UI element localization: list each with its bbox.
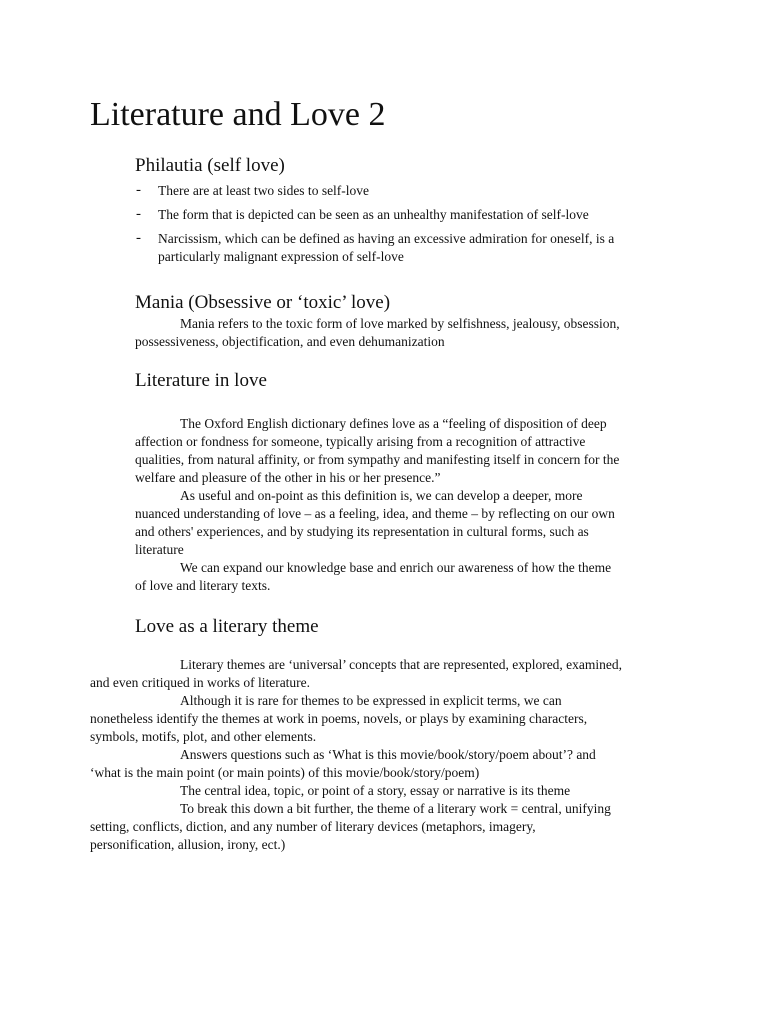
paragraph-line: The Oxford English dictionary defines love as a “feeling of disposition of deep [180, 416, 607, 431]
paragraph-line: possessiveness, objectification, and even dehumanization [135, 334, 445, 349]
paragraph-line: personification, allusion, irony, ect.) [90, 837, 286, 852]
paragraph-line: affection or fondness for someone, typically arising from a recognition of attractive [135, 434, 586, 449]
document-title: Literature and Love 2 [90, 96, 386, 133]
paragraph-line: of love and literary texts. [135, 578, 271, 593]
bullet-marker: - [136, 206, 141, 222]
paragraph-line: literature [135, 542, 184, 557]
paragraph-line: ‘what is the main point (or main points) of this movie/book/story/poem) [90, 765, 480, 780]
paragraph-line: Mania refers to the toxic form of love marked by selfishness, jealousy, obsession, [180, 316, 620, 331]
bullet-text: There are at least two sides to self-love [158, 183, 370, 198]
paragraph-line: As useful and on-point as this definition is, we can develop a deeper, more [180, 488, 583, 503]
paragraph-line: and even critiqued in works of literature. [90, 675, 311, 690]
paragraph-line: To break this down a bit further, the theme of a literary work = central, unifying [180, 801, 611, 816]
paragraph-line: nuanced understanding of love – as a feeling, idea, and theme – by reflecting on our own [135, 506, 615, 521]
paragraph-line: qualities, from natural affinity, or from sympathy and manifesting itself in concern for the [135, 452, 620, 467]
bullet-text: particularly malignant expression of self-love [158, 249, 404, 264]
heading-love-as-literary-theme: Love as a literary theme [135, 616, 319, 637]
paragraph-line: and others' experiences, and by studying its representation in cultural forms, such as [135, 524, 589, 539]
bullet-text: The form that is depicted can be seen as an unhealthy manifestation of self-love [158, 207, 589, 222]
paragraph-line: We can expand our knowledge base and enrich our awareness of how the theme [180, 560, 612, 575]
bullet-text: Narcissism, which can be defined as having an excessive admiration for oneself, is a [158, 231, 615, 246]
bullet-marker: - [136, 230, 141, 246]
paragraph-line: Literary themes are ‘universal’ concepts that are represented, explored, examined, [180, 657, 623, 672]
heading-philautia: Philautia (self love) [135, 155, 285, 176]
paragraph-line: welfare and pleasure of the other in his or her presence.” [135, 470, 441, 485]
paragraph-line: Although it is rare for themes to be expressed in explicit terms, we can [180, 693, 562, 708]
heading-literature-in-love: Literature in love [135, 370, 267, 391]
paragraph-line: Answers questions such as ‘What is this movie/book/story/poem about’? and [180, 747, 596, 762]
bullet-marker: - [136, 182, 141, 198]
paragraph-line: setting, conflicts, diction, and any number of literary devices (metaphors, imagery, [90, 819, 536, 834]
paragraph-line: The central idea, topic, or point of a story, essay or narrative is its theme [180, 783, 571, 798]
paragraph-line: symbols, motifs, plot, and other elements. [90, 729, 317, 744]
paragraph-line: nonetheless identify the themes at work in poems, novels, or plays by examining characters, [90, 711, 588, 726]
heading-mania: Mania (Obsessive or ‘toxic’ love) [135, 292, 391, 313]
